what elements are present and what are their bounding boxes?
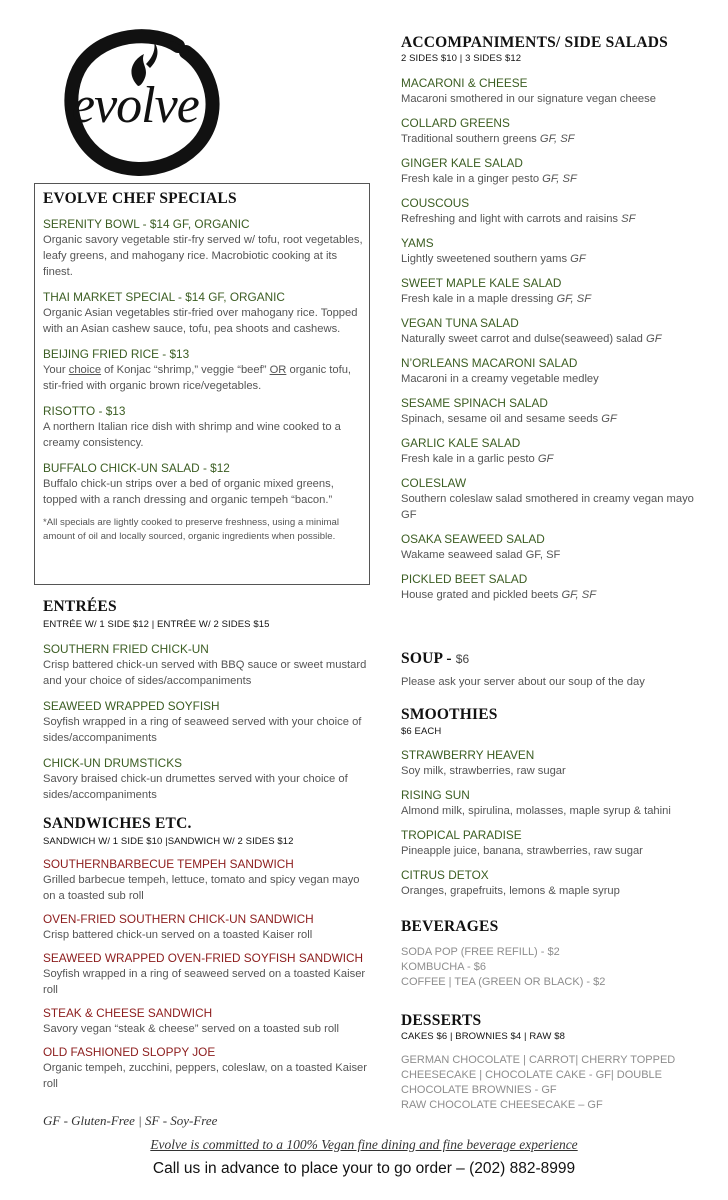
smoothies-title: SMOOTHIES <box>401 706 498 723</box>
smoothie-desc: Oranges, grapefruits, lemons & maple syrup <box>401 885 620 897</box>
desc-text: Refreshing and light with carrots and raisins <box>401 213 622 225</box>
desc-underlined: OR <box>269 364 287 376</box>
desc-underlined: choice <box>68 364 102 376</box>
desc-text: Wakame seaweed salad GF, SF <box>401 549 561 561</box>
smoothies-sub: $6 EACH <box>401 726 442 737</box>
accompaniment-desc <box>401 331 701 347</box>
accompaniment-item <box>401 532 701 563</box>
smoothie-name: RISING SUN <box>401 788 470 802</box>
accompaniment-item <box>401 76 701 107</box>
accompaniment-name: PICKLED BEET SALAD <box>401 572 528 586</box>
smoothie-desc: Pineapple juice, banana, strawberries, raw sugar <box>401 845 643 857</box>
sandwich-item <box>43 1045 368 1092</box>
special-name: SERENITY BOWL - $14 GF, ORGANIC <box>43 217 250 231</box>
beverage-item: SODA POP (FREE REFILL) - $2 <box>401 946 560 958</box>
smoothie-name: TROPICAL PARADISE <box>401 828 522 842</box>
desc-text: Fresh kale in a maple dressing <box>401 293 557 305</box>
special-name: BUFFALO CHICK-UN SALAD - $12 <box>43 461 230 475</box>
special-name: BEIJING FRIED RICE - $13 <box>43 347 190 361</box>
entrees-section <box>43 598 368 809</box>
accompaniment-name: MACARONI & CHEESE <box>401 76 528 90</box>
accompaniment-item <box>401 196 701 227</box>
desc-text: Spinach, sesame oil and sesame seeds <box>401 413 602 425</box>
soup-section <box>401 650 701 690</box>
accompaniment-desc <box>401 371 701 387</box>
sandwich-item <box>43 912 368 943</box>
beverages-title: BEVERAGES <box>401 918 499 935</box>
smoothie-desc: Soy milk, strawberries, raw sugar <box>401 765 566 777</box>
smoothie-item <box>401 828 701 859</box>
desc-text: Naturally sweet carrot and dulse(seaweed) salad <box>401 333 647 345</box>
entrees-title: ENTRÉES <box>43 598 117 615</box>
smoothies-section <box>401 706 701 905</box>
accompaniment-item <box>401 236 701 267</box>
smoothie-desc: Almond milk, spirulina, molasses, maple syrup & tahini <box>401 805 671 817</box>
diet-tag: GF, SF <box>542 173 577 185</box>
desc-text: organic tofu, stir-fried with organic brown rice/vegetables. <box>43 364 352 392</box>
accompaniment-name: COLESLAW <box>401 476 467 490</box>
accompaniment-desc <box>401 131 701 147</box>
desc-text: Macaroni smothered in our signature vegan cheese <box>401 93 656 105</box>
entree-desc: Soyfish wrapped in a ring of seaweed served with your choice of sides/accompaniments <box>43 716 362 744</box>
accompaniment-name: SESAME SPINACH SALAD <box>401 396 548 410</box>
desc-text: of Konjac “shrimp,” veggie “beef” <box>101 364 270 376</box>
special-item <box>43 290 365 337</box>
chef-specials <box>43 190 365 544</box>
entree-name: CHICK-UN DRUMSTICKS <box>43 756 182 770</box>
accompaniment-desc <box>401 411 701 427</box>
smoothie-item <box>401 748 701 779</box>
special-name: RISOTTO - $13 <box>43 404 126 418</box>
accompaniment-desc <box>401 491 701 523</box>
accompaniments-sub: 2 SIDES $10 | 3 SIDES $12 <box>401 53 522 64</box>
entree-name: SEAWEED WRAPPED SOYFISH <box>43 699 220 713</box>
accompaniment-name: COLLARD GREENS <box>401 116 510 130</box>
accompaniment-name: OSAKA SEAWEED SALAD <box>401 532 545 546</box>
soup-price: $6 <box>455 652 470 666</box>
entree-item <box>43 642 368 689</box>
sandwiches-section <box>43 815 368 1098</box>
accompaniment-name: N’ORLEANS MACARONI SALAD <box>401 356 578 370</box>
beverages-section <box>401 918 701 990</box>
accompaniment-item <box>401 356 701 387</box>
accompaniment-item <box>401 436 701 467</box>
accompaniment-desc <box>401 171 701 187</box>
accompaniment-name: GARLIC KALE SALAD <box>401 436 521 450</box>
diet-legend: GF - Gluten-Free | SF - Soy-Free <box>43 1113 218 1128</box>
diet-tag: GF, SF <box>561 589 597 601</box>
accompaniments-title: ACCOMPANIMENTS/ SIDE SALADS <box>401 34 668 51</box>
special-item <box>43 461 365 508</box>
sandwich-item <box>43 1006 368 1037</box>
special-desc: Organic savory vegetable stir-fry served w/ tofu, root vegetables, leafy greens, and mahogany rice. Macrobiotic cooking at its finest. <box>43 234 363 278</box>
special-desc <box>43 362 365 394</box>
diet-tag: SF <box>621 213 636 225</box>
special-item <box>43 404 365 451</box>
smoothie-name: CITRUS DETOX <box>401 868 489 882</box>
accompaniment-item <box>401 116 701 147</box>
sandwiches-title: SANDWICHES ETC. <box>43 815 192 832</box>
sandwich-desc: Soyfish wrapped in a ring of seaweed served on a toasted Kaiser roll <box>43 968 366 996</box>
diet-tag: GF <box>570 253 586 265</box>
beverage-item: COFFEE | TEA (GREEN OR BLACK) - $2 <box>401 976 606 988</box>
desc-text: Your <box>43 364 69 376</box>
accompaniment-name: YAMS <box>401 236 434 250</box>
accompaniment-desc <box>401 251 701 267</box>
accompaniment-item <box>401 572 701 603</box>
smoothie-item <box>401 868 701 899</box>
sandwich-name: OLD FASHIONED SLOPPY JOE <box>43 1045 216 1059</box>
desc-text: House grated and pickled beets <box>401 589 562 601</box>
sandwich-name: SOUTHERNBARBECUE TEMPEH SANDWICH <box>43 857 294 871</box>
diet-tag: GF <box>646 333 662 345</box>
desc-text: Southern coleslaw salad smothered in creamy vegan mayo GF <box>401 493 694 521</box>
entree-item <box>43 699 368 746</box>
accompaniment-desc <box>401 291 701 307</box>
smoothie-name: STRAWBERRY HEAVEN <box>401 748 535 762</box>
accompaniment-desc <box>401 91 701 107</box>
desserts-title: DESSERTS <box>401 1012 482 1029</box>
accompaniment-item <box>401 396 701 427</box>
specials-note: *All specials are lightly cooked to preserve freshness, using a minimal amount of oil and locally sourced, organic ingredients when possible. <box>43 517 339 542</box>
chef-specials-title: EVOLVE CHEF SPECIALS <box>43 190 237 207</box>
sandwich-name: SEAWEED WRAPPED OVEN-FRIED SOYFISH SANDWICH <box>43 951 364 965</box>
accompaniment-item <box>401 156 701 187</box>
sandwich-item <box>43 951 368 998</box>
desc-text: Fresh kale in a ginger pesto <box>401 173 543 185</box>
desc-text: Fresh kale in a garlic pesto <box>401 453 538 465</box>
dessert-line: RAW CHOCOLATE CHEESECAKE – GF <box>401 1099 603 1111</box>
entree-item <box>43 756 368 803</box>
sandwiches-sub: SANDWICH W/ 1 SIDE $10 |SANDWICH W/ 2 SIDES $12 <box>43 836 294 847</box>
accompaniment-desc <box>401 587 701 603</box>
diet-tag: GF <box>537 453 554 465</box>
accompaniment-name: GINGER KALE SALAD <box>401 156 523 170</box>
special-item <box>43 347 365 394</box>
dessert-line: CHEESECAKE | CHOCOLATE CAKE - GF| DOUBLE <box>401 1069 663 1081</box>
diet-tag: GF, SF <box>556 293 592 305</box>
entree-desc: Savory braised chick-un drumettes served with your choice of sides/accompaniments <box>43 773 348 801</box>
accompaniment-desc <box>401 211 701 227</box>
special-name: THAI MARKET SPECIAL - $14 GF, ORGANIC <box>43 290 285 304</box>
desserts-section <box>401 1012 701 1113</box>
entree-name: SOUTHERN FRIED CHICK-UN <box>43 642 209 656</box>
accompaniment-desc <box>401 547 701 563</box>
special-desc: Buffalo chick-un strips over a bed of organic mixed greens, topped with a ranch dressing and organic tempeh “bacon.” <box>43 478 334 506</box>
accompaniment-desc <box>401 451 701 467</box>
soup-desc: Please ask your server about our soup of the day <box>401 676 645 688</box>
accompaniment-name: COUSCOUS <box>401 196 470 210</box>
diet-tag: GF <box>601 413 617 425</box>
accompaniment-item <box>401 476 701 523</box>
accompaniment-name: VEGAN TUNA SALAD <box>401 316 519 330</box>
entree-desc: Crisp battered chick-un served with BBQ sauce or sweet mustard and your choice of sides/accompaniments <box>43 659 367 687</box>
diet-tag: GF, SF <box>539 133 575 145</box>
logo-text: evolve <box>72 77 199 134</box>
accompaniment-name: SWEET MAPLE KALE SALAD <box>401 276 562 290</box>
entrees-sub: ENTRÉE W/ 1 SIDE $12 | ENTRÉE W/ 2 SIDES $15 <box>43 619 270 630</box>
footer-call: Call us in advance to place your to go order – (202) 882-8999 <box>152 1160 576 1177</box>
sandwich-name: STEAK & CHEESE SANDWICH <box>43 1006 213 1020</box>
beverage-item: KOMBUCHA - $6 <box>401 961 486 973</box>
sandwich-desc: Organic tempeh, zucchini, peppers, coleslaw, on a toasted Kaiser roll <box>43 1062 367 1090</box>
accompaniment-item <box>401 276 701 307</box>
soup-title: SOUP - <box>401 650 456 667</box>
special-desc: Organic Asian vegetables stir-fried over mahogany rice. Topped with an Asian cashew sauce, tofu, pea shoots and cashews. <box>43 307 358 335</box>
desc-text: Macaroni in a creamy vegetable medley <box>401 373 599 385</box>
accompaniments-list <box>401 76 701 603</box>
sandwich-desc: Crisp battered chick-un served on a toasted Kaiser roll <box>43 929 313 941</box>
smoothie-item <box>401 788 701 819</box>
accompaniments-section <box>401 34 701 612</box>
dessert-line: GERMAN CHOCOLATE | CARROT| CHERRY TOPPED <box>401 1054 676 1066</box>
footer-tagline: Evolve is committed to a 100% Vegan fine dining and fine beverage experience <box>150 1137 578 1152</box>
accompaniment-item <box>401 316 701 347</box>
evolve-logo <box>60 24 220 176</box>
desc-text: Lightly sweetened southern yams <box>401 253 571 265</box>
sandwich-desc: Savory vegan “steak & cheese” served on a toasted sub roll <box>43 1023 340 1035</box>
sandwich-desc: Grilled barbecue tempeh, lettuce, tomato and spicy vegan mayo on a toasted sub roll <box>43 874 360 902</box>
desserts-sub: CAKES $6 | BROWNIES $4 | RAW $8 <box>401 1031 565 1042</box>
special-item <box>43 217 365 280</box>
sandwich-name: OVEN-FRIED SOUTHERN CHICK-UN SANDWICH <box>43 912 314 926</box>
dessert-line: CHOCOLATE BROWNIES - GF <box>401 1084 557 1096</box>
desc-text: Traditional southern greens <box>401 133 540 145</box>
special-desc: A northern Italian rice dish with shrimp and wine cooked to a creamy consistency. <box>43 421 341 449</box>
sandwich-item <box>43 857 368 904</box>
